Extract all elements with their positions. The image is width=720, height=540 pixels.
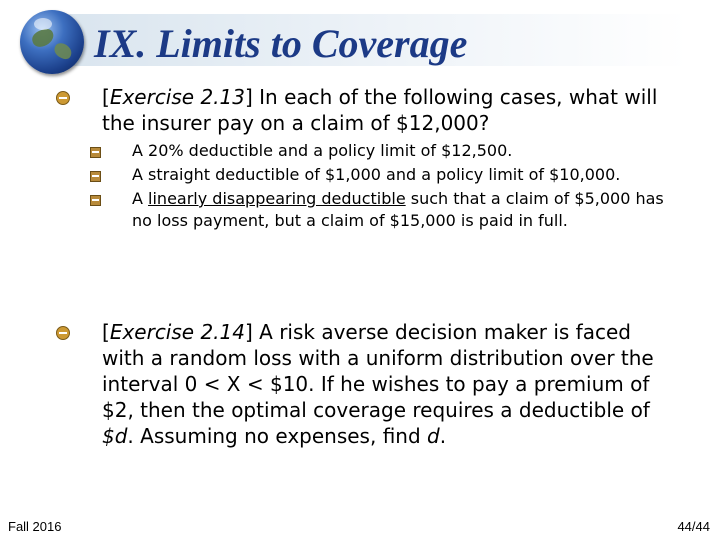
exercise-ref: Exercise 2.14 (109, 320, 245, 344)
variable-d-dollar: $d (102, 424, 128, 448)
exercise-text-mid: . Assuming no expenses, find (127, 424, 428, 448)
subitem-1: A 20% deductible and a policy limit of $12,500. (132, 141, 513, 160)
exercise-ref: Exercise 2.13 (109, 85, 245, 109)
slide-title: IX. Limits to Coverage (94, 21, 468, 66)
subitem-3-suffix: such that a claim of $5,000 has no loss payment, but a claim of $15,000 is paid in full. (132, 189, 664, 230)
exercise-2-13-text: [Exercise 2.13] In each of the following cases, what will the insurer pay on a claim of $12,000? (102, 85, 658, 135)
footer-term: Fall 2016 (8, 519, 62, 534)
sub-bullet-icon (90, 195, 101, 206)
exercise-text: In each of the following cases, what will the insurer pay on a claim of $12,000? (102, 85, 658, 135)
subitem-2: A straight deductible of $1,000 and a policy limit of $10,000. (132, 165, 621, 184)
exercise-text-end: . (439, 424, 447, 448)
exercise-2-14-text: [Exercise 2.14] A risk averse decision maker is faced with a random loss with a uniform distribution over the interval 0 < X < $10. If he wishes to pay a premium of $2, then the optimal coverage requires a deductible of $d. Assuming no expenses, find d. (102, 320, 654, 448)
globe-icon (20, 10, 84, 74)
slide-number: 44/44 (677, 519, 710, 534)
subitem-3-prefix: A (132, 189, 149, 208)
bullet-icon (56, 91, 70, 105)
linearly-disappearing-deductible-term: linearly disappearing deductible (148, 189, 406, 208)
subitem-3 (132, 188, 677, 232)
sub-bullet-icon (90, 147, 101, 158)
exercise-text: A risk averse decision maker is faced with a random loss with a uniform distribution over the interval 0 < X < $10. If he wishes to pay a premium of $2, then the optimal coverage requires a deductible of (102, 320, 654, 422)
variable-d: d (427, 424, 440, 448)
sub-bullet-icon (90, 171, 101, 182)
bullet-icon (56, 326, 70, 340)
